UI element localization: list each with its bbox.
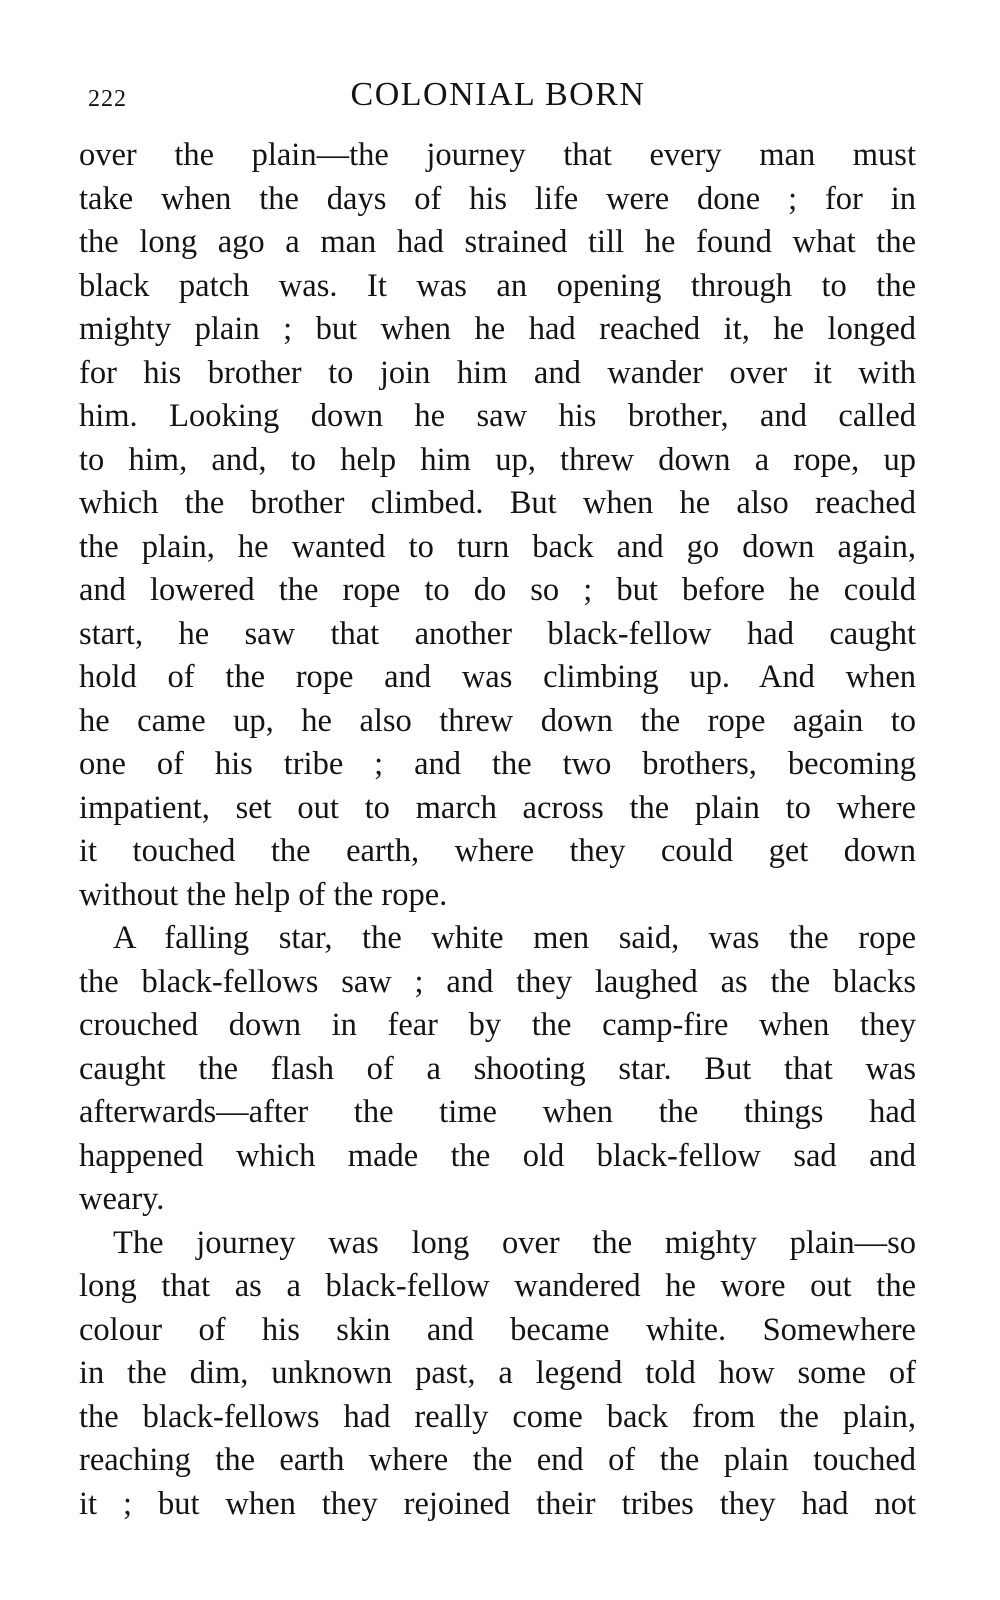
- text-line: crouched down in fear by the camp-fire when they: [79, 1007, 916, 1043]
- text-line: one of his tribe ; and the two brothers, becoming: [79, 746, 916, 782]
- text-line: impatient, set out to march across the plain to where: [79, 789, 916, 826]
- text-line: him. Looking down he saw his brother, and called: [79, 398, 916, 434]
- text-line: in the dim, unknown past, a legend told how some of: [79, 1355, 916, 1391]
- text-line: reaching the earth where the end of the plain touched: [79, 1442, 916, 1478]
- paragraph-start-line: A falling star, the white men said, was the rope: [113, 920, 916, 956]
- text-line: hold of the rope and was climbing up. And when: [79, 659, 916, 695]
- text-line: take when the days of his life were done ; for in: [79, 180, 916, 217]
- paragraph-end-line: weary.: [79, 1181, 165, 1217]
- text-line: he came up, he also threw down the rope again to: [79, 702, 916, 739]
- text-line: the plain, he wanted to turn back and go down again,: [79, 528, 916, 565]
- text-line: the black-fellows saw ; and they laughed as the blacks: [79, 963, 916, 1000]
- text-line: it ; but when they rejoined their tribes they had not: [79, 1485, 916, 1522]
- body-text: [79, 134, 916, 1526]
- text-line: over the plain—the journey that every man must: [79, 137, 916, 173]
- paragraph-end-line: without the help of the rope.: [79, 876, 448, 913]
- text-line: caught the flash of a shooting star. But that was: [79, 1050, 916, 1087]
- text-line: which the brother climbed. But when he also reached: [79, 485, 916, 521]
- paragraph-start-line: The journey was long over the mighty plain—so: [113, 1224, 916, 1261]
- text-line: and lowered the rope to do so ; but before he could: [79, 572, 916, 608]
- text-line: long that as a black-fellow wandered he wore out the: [79, 1268, 916, 1304]
- text-line: the black-fellows had really come back from the plain,: [79, 1398, 916, 1435]
- text-line: happened which made the old black-fellow sad and: [79, 1137, 916, 1174]
- text-line: for his brother to join him and wander over it with: [79, 354, 916, 391]
- text-line: to him, and, to help him up, threw down a rope, up: [79, 441, 916, 478]
- page-header: [78, 72, 918, 122]
- text-line: colour of his skin and became white. Somewhere: [79, 1311, 916, 1348]
- text-line: the long ago a man had strained till he found what the: [79, 224, 916, 260]
- text-line: black patch was. It was an opening through to the: [79, 267, 916, 304]
- running-title: COLONIAL BORN: [350, 76, 646, 113]
- text-line: start, he saw that another black-fellow had caught: [79, 615, 916, 652]
- page-number: 222: [88, 86, 127, 112]
- text-line: it touched the earth, where they could get down: [79, 833, 916, 869]
- text-line: afterwards—after the time when the things had: [79, 1094, 916, 1130]
- text-line: mighty plain ; but when he had reached it, he longed: [79, 311, 916, 347]
